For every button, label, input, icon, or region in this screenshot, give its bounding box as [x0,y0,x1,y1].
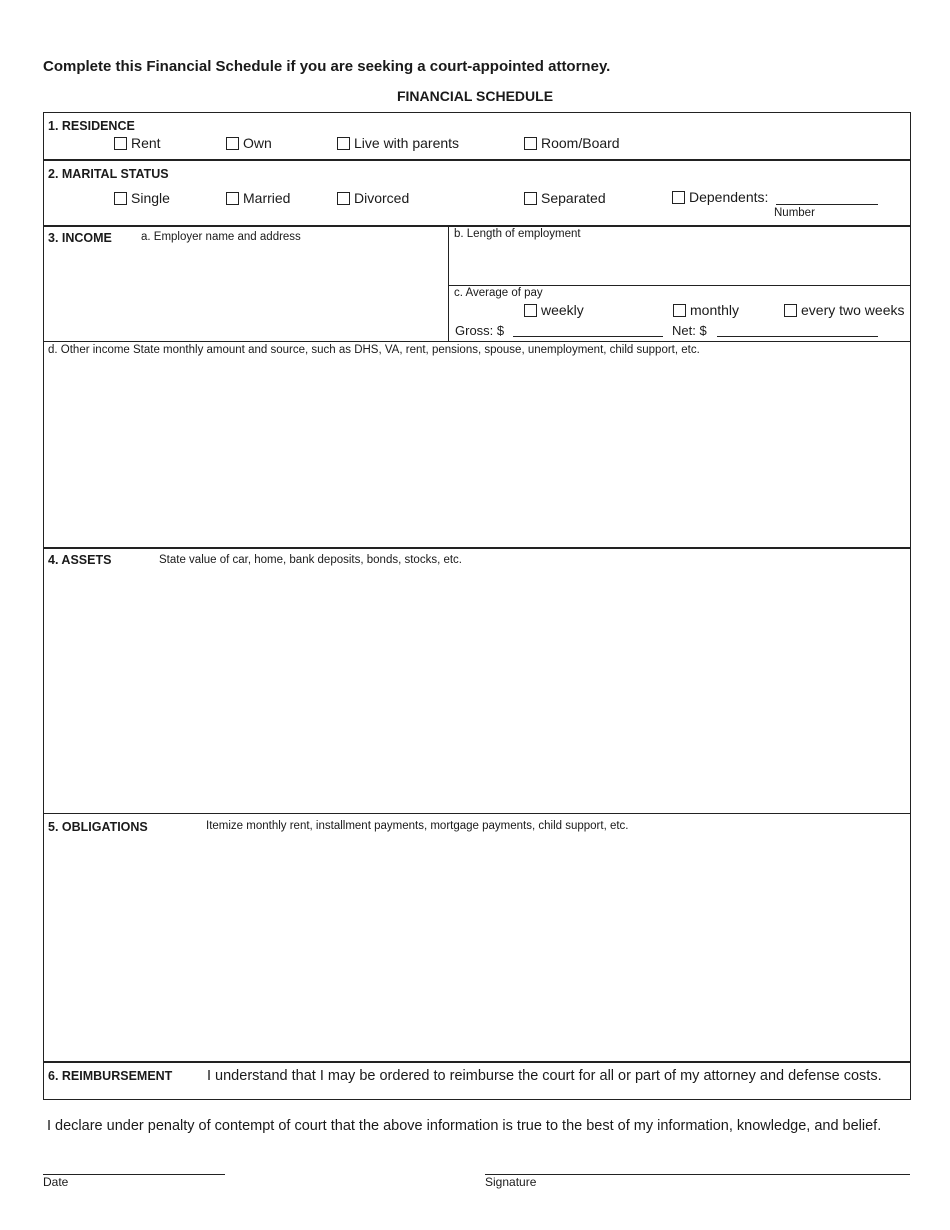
marital-divorced-option[interactable]: Divorced [337,190,409,206]
divorced-checkbox[interactable] [337,192,350,205]
gross-field[interactable] [513,336,663,337]
assets-note: State value of car, home, bank deposits, bonds, stocks, etc. [159,554,463,566]
dependents-checkbox[interactable] [672,191,685,204]
pay-monthly-option[interactable]: monthly [673,302,739,318]
net-label: Net: $ [672,323,707,338]
weekly-checkbox[interactable] [524,304,537,317]
form-title: FINANCIAL SCHEDULE [396,88,554,104]
assets-heading: 4. ASSETS [48,553,112,567]
number-caption: Number [774,207,815,219]
divider-length [448,285,910,286]
marital-married-option[interactable]: Married [226,190,290,206]
pay-weekly-option[interactable]: weekly [524,302,584,318]
marital-heading: 2. MARITAL STATUS [48,167,169,181]
marital-single-option[interactable]: Single [114,190,170,206]
monthly-checkbox[interactable] [673,304,686,317]
residence-own-option[interactable]: Own [226,135,272,151]
other-income-label: d. Other income State monthly amount and source, such as DHS, VA, rent, pensions, spouse, unemployment, child support, etc. [48,344,700,356]
live-with-parents-checkbox[interactable] [337,137,350,150]
date-label: Date [43,1175,69,1189]
average-pay-label: c. Average of pay [454,287,543,299]
dependents-number-field[interactable] [776,204,878,205]
dependents-option[interactable]: Dependents: [672,189,768,205]
reimbursement-heading: 6. REIMBURSEMENT [48,1069,173,1083]
signature-field[interactable] [485,1174,910,1175]
divider-marital [44,225,910,227]
signature-label: Signature [485,1175,537,1189]
reimbursement-text: I understand that I may be ordered to reimburse the court for all or part of my attorney and defense costs. [207,1068,882,1084]
obligations-heading: 5. OBLIGATIONS [48,820,148,834]
room-board-checkbox[interactable] [524,137,537,150]
divider-assets [44,813,910,814]
own-checkbox[interactable] [226,137,239,150]
income-column-divider [448,225,449,341]
residence-rent-option[interactable]: Rent [114,135,161,151]
obligations-note: Itemize monthly rent, installment payments, mortgage payments, child support, etc. [206,820,629,832]
residence-parents-option[interactable]: Live with parents [337,135,459,151]
net-field[interactable] [717,336,878,337]
rent-checkbox[interactable] [114,137,127,150]
divider-income [44,341,910,342]
married-checkbox[interactable] [226,192,239,205]
residence-heading: 1. RESIDENCE [48,119,135,133]
declaration-text: I declare under penalty of contempt of court that the above information is true to the best of my information, knowledge, and belief. [47,1118,882,1134]
gross-label: Gross: $ [455,323,505,338]
marital-separated-option[interactable]: Separated [524,190,606,206]
every-two-weeks-checkbox[interactable] [784,304,797,317]
income-heading: 3. INCOME [48,231,112,245]
date-field[interactable] [43,1174,225,1175]
financial-schedule-form [43,112,911,1100]
intro-text: Complete this Financial Schedule if you are seeking a court-appointed attorney. [43,58,611,75]
divider-obligations [44,1061,910,1063]
divider-residence [44,159,910,161]
separated-checkbox[interactable] [524,192,537,205]
divider-other-income [44,547,910,549]
residence-room-board-option[interactable]: Room/Board [524,135,620,151]
length-of-employment-label: b. Length of employment [454,228,581,240]
pay-biweekly-option[interactable]: every two weeks [784,302,904,318]
single-checkbox[interactable] [114,192,127,205]
employer-label: a. Employer name and address [141,231,301,243]
